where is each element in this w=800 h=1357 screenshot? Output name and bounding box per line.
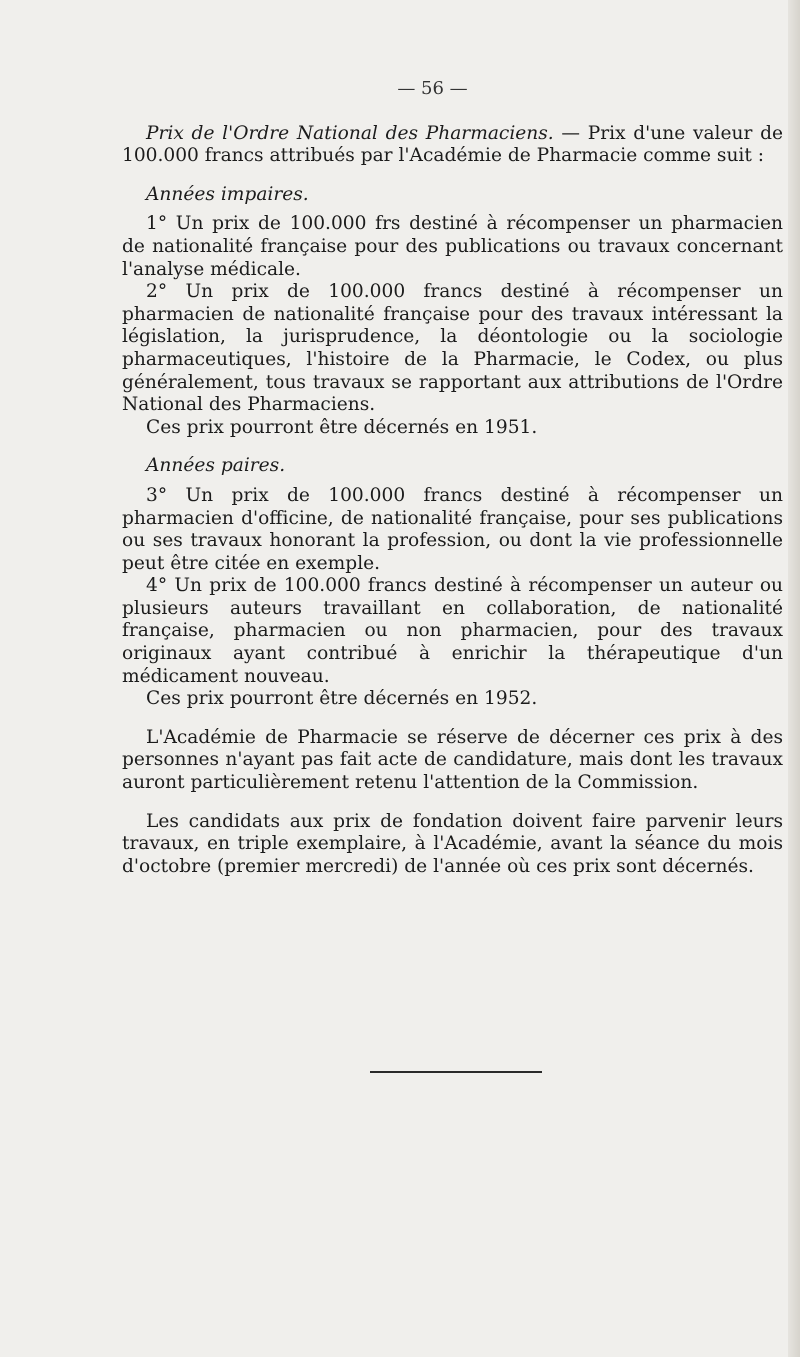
prize-item-1: 1° Un prix de 100.000 frs destiné à récompenser un pharmacien de nationalité française pour des publications ou travaux concernant l'analyse médicale.: [122, 213, 783, 280]
prize-item-3: 3° Un prix de 100.000 francs destiné à récompenser un pharmacien d'officine, de nationalité française, pour ses publications ou ses travaux honorant la profession, ou dont la vie professionnelle peut être citée en exemple.: [122, 484, 783, 574]
prize-item-4: 4° Un prix de 100.000 francs destiné à récompenser un auteur ou plusieurs auteurs travaillant en collaboration, de nationalité française, pharmacien ou non pharmacien, pour des travaux originaux ayant contribué à enrichir la thérapeutique d'un médicament nouveau.: [122, 575, 783, 687]
reserve-paragraph: L'Académie de Pharmacie se réserve de décerner ces prix à des personnes n'ayant pas fait acte de candidature, mais dont les travaux auront particulièrement retenu l'attention de la Commission.: [122, 726, 783, 794]
even-years-heading: Années paires.: [146, 455, 286, 477]
page-number: — 56 —: [397, 78, 468, 99]
page-edge-shadow: [788, 0, 800, 1357]
section-divider: [370, 1071, 542, 1073]
prize-item-2: 2° Un prix de 100.000 francs destiné à récompenser un pharmacien de nationalité française pour des travaux intéressant la législation, la jurisprudence, la déontologie ou la sociologie pharmaceutiques, l'histoire de la Pharmacie, le Codex, ou plus généralement, tous travaux se rapportant aux attributions de l'Ordre National des Pharmaciens.: [122, 281, 783, 416]
candidates-paragraph: Les candidats aux prix de fondation doivent faire parvenir leurs travaux, en triple exemplaire, à l'Académie, avant la séance du mois d'octobre (premier mercredi) de l'année où ces prix sont décernés.: [122, 810, 783, 877]
prize-title: Prix de l'Ordre National des Pharmaciens.: [146, 122, 554, 144]
intro-text: — Prix d'une valeur de 100.000 francs attribués par l'Académie de Pharmacie comme suit :: [122, 122, 783, 167]
odd-years-heading: Années impaires.: [146, 183, 309, 205]
intro-paragraph: [122, 123, 783, 168]
even-years-note: Ces prix pourront être décernés en 1952.: [146, 688, 538, 710]
odd-years-note: Ces prix pourront être décernés en 1951.: [146, 416, 538, 438]
page-content: [122, 78, 783, 878]
